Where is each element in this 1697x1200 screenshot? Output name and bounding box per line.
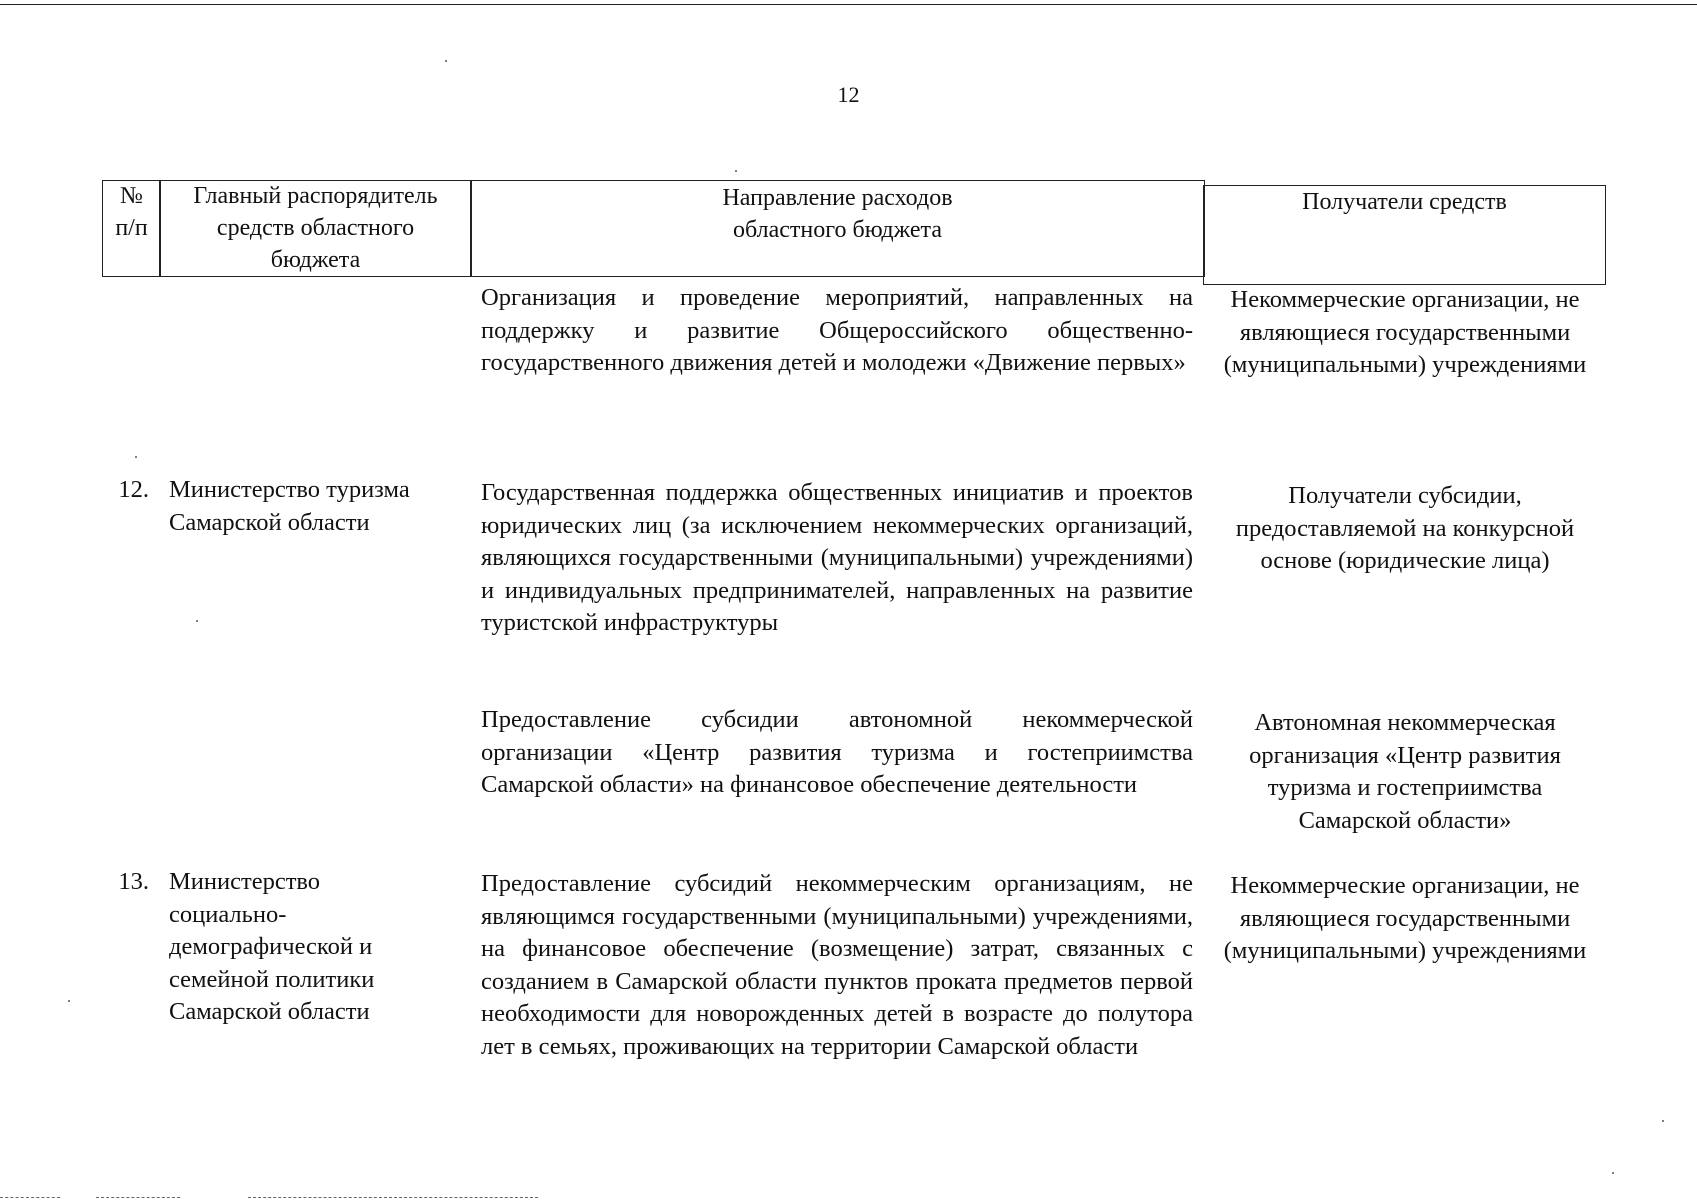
header-direction-label: Направление расходов областного бюджета	[722, 185, 953, 243]
scan-artifact-line	[0, 1197, 60, 1198]
row-3-direction: Предоставление субсидии автономной некоммерческой организации «Центр развития туризма и гостеприимства Самарской области» на финансовое обеспечение деятельности	[481, 706, 1193, 798]
row-2-manager: Министерство туризма Самарской области	[169, 476, 410, 536]
row-3-recipients: Автономная некоммерческая организация «Центр развития туризма и гостеприимства Самарской области»	[1249, 709, 1561, 834]
row-4-recipients: Некоммерческие организации, не являющиеся государственными (муниципальными) учреждениями	[1223, 872, 1587, 964]
header-manager-label: Главный распорядитель средств областного бюджета	[193, 183, 438, 273]
scan-speck	[1612, 1172, 1614, 1174]
row-2-recipients: Получатели субсидии, предоставляемой на конкурсной основе (юридические лица)	[1235, 482, 1575, 574]
row-1-direction: Организация и проведение мероприятий, направленных на поддержку и развитие Общероссийского общественно-государственного движения детей и молодежи «Движение первых»	[481, 284, 1193, 376]
scan-speck	[1662, 1120, 1664, 1122]
row-1-recipients: Некоммерческие организации, не являющиеся государственными (муниципальными) учреждениями	[1223, 286, 1587, 378]
row-2-number: 12.	[118, 476, 149, 503]
scan-speck	[445, 60, 447, 62]
scan-artifact-line	[96, 1197, 180, 1198]
row-4-number: 13.	[118, 868, 149, 895]
row-4-manager: Министерство социально-демографической и семейной политики Самарской области	[169, 868, 375, 1025]
header-recipients-label: Получатели средств	[1302, 189, 1507, 215]
scan-artifact-line	[248, 1197, 538, 1198]
top-rule	[0, 4, 1697, 5]
scan-speck	[196, 620, 198, 622]
scan-speck	[135, 456, 137, 458]
row-2-direction: Государственная поддержка общественных инициатив и проектов юридических лиц (за исключением некоммерческих организаций, являющихся государственными (муниципальными) учреждениями) и индивидуальных предпринимателей, направленных на развитие туристской инфраструктуры	[481, 479, 1193, 636]
scan-speck	[735, 170, 737, 172]
page-number: 12	[837, 82, 860, 107]
row-4-direction: Предоставление субсидий некоммерческим организациям, не являющимся государственными (муниципальными) учреждениями, на финансовое обеспечение (возмещение) затрат, связанных с созданием в Самарской области пунктов проката предметов первой необходимости для новорожденных детей в возрасте до полутора лет в семьях, проживающих на территории Самарской области	[481, 870, 1193, 1060]
header-num-label: № п/п	[115, 183, 148, 241]
scan-speck	[68, 1000, 70, 1002]
